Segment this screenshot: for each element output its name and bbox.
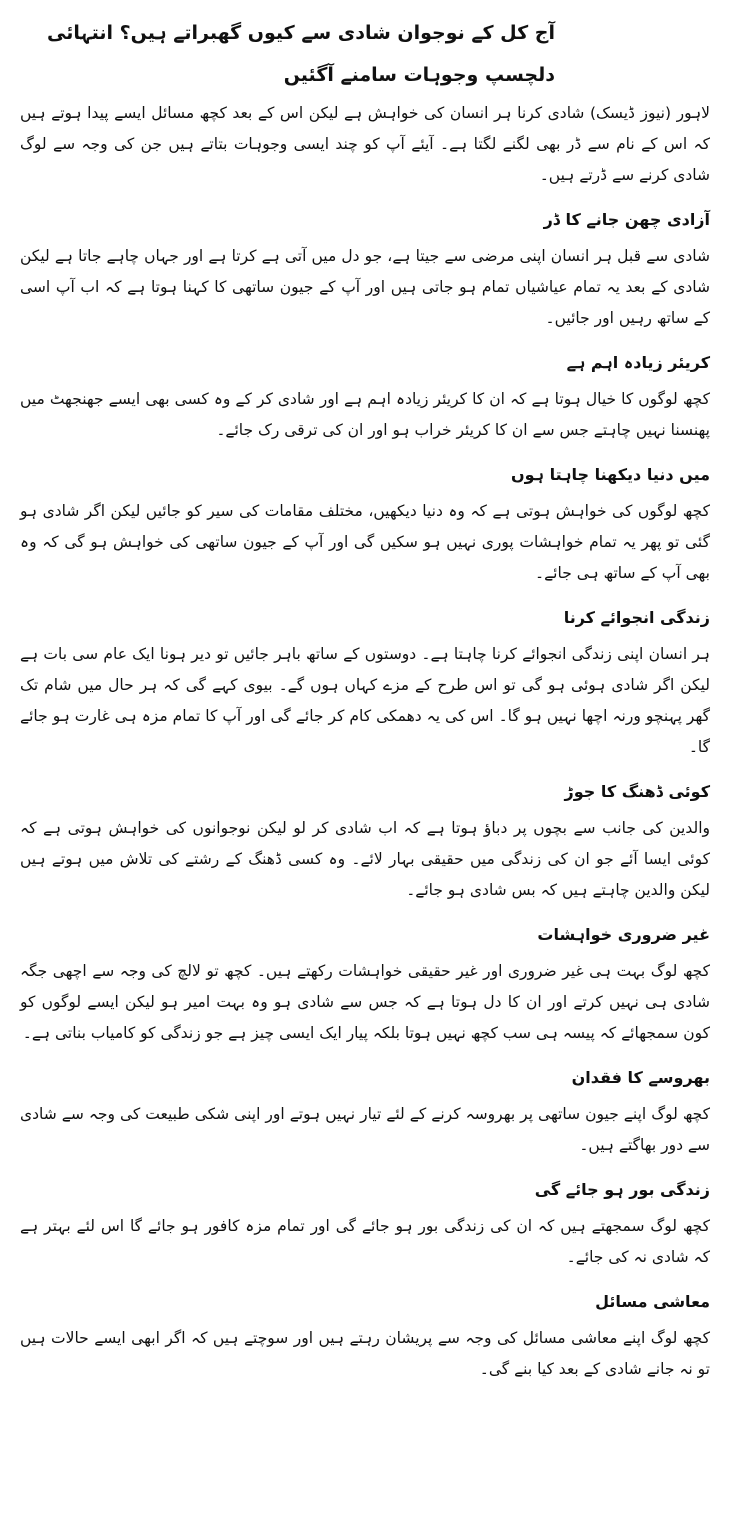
section-body-desires: کچھ لوگ بہت ہی غیر ضروری اور غیر حقیقی خواہشات رکھتے ہیں۔ کچھ تو لالچ کی وجہ سے اچھی جگہ شادی ہی نہیں کرتے اور ان کا دل ہوتا ہے کہ جس سے شادی ہو وہ بہت امیر ہو لیکن ایسے لوگوں کو کون سمجھائے کہ پیسہ ہی سب کچھ نہیں ہوتا بلکہ پیار ایک ایسی چیز ہے جو زندگی کو کامیاب بناتی ہے۔ <box>20 962 710 1042</box>
article-headline: آج کل کے نوجوان شادی سے کیوں گھبراتے ہیں؟ انتہائی دلچسپ وجوہات سامنے آگئیں <box>46 22 555 86</box>
section-heading-match: کوئی ڈھنگ کا جوڑ <box>564 782 710 801</box>
section-heading-freedom: آزادی چھن جانے کا ڈر <box>543 210 710 229</box>
section-body-travel: کچھ لوگوں کی خواہش ہوتی ہے کہ وہ دنیا دیکھیں، مختلف مقامات کی سیر کو جائیں لیکن اگر شادی ہو گئی تو پھر یہ تمام خواہشات پوری نہیں ہو سکیں گی اور آپ کے جیون ساتھی کی خواہش ہو گی کہ وہ بھی آپ کے ساتھ ہی جائے۔ <box>20 502 710 582</box>
section-body-career: کچھ لوگوں کا خیال ہوتا ہے کہ ان کا کریئر زیادہ اہم ہے اور شادی کر کے وہ کسی بھی ایسے جھنجھٹ میں پھنسنا نہیں چاہتے جس سے ان کا کریئر خراب ہو اور ان کی ترقی رک جائے۔ <box>20 390 710 439</box>
section-heading-trust: بھروسے کا فقدان <box>571 1068 710 1087</box>
section-body-trust: کچھ لوگ اپنے جیون ساتھی پر بھروسہ کرنے کے لئے تیار نہیں ہوتے اور اپنی شکی طبیعت کی وجہ سے شادی سے دور بھاگتے ہیں۔ <box>20 1105 710 1154</box>
section-body-economic: کچھ لوگ اپنے معاشی مسائل کی وجہ سے پریشان رہتے ہیں اور سوچتے ہیں کہ اگر ابھی ایسے حالات ہیں تو نہ جانے شادی کے بعد کیا بنے گی۔ <box>20 1329 710 1378</box>
intro-paragraph: لاہور (نیوز ڈیسک) شادی کرنا ہر انسان کی خواہش ہے لیکن اس کے بعد کچھ مسائل ایسے پیدا ہوتے ہیں کہ اس کے نام سے ڈر بھی لگنے لگتا ہے۔ آیئے آپ کو چند ایسی وجوہات بتاتے ہیں جن کی وجہ سے لوگ شادی کرنے سے ڈرتے ہیں۔ <box>20 104 710 184</box>
section-heading-enjoy: زندگی انجوائے کرنا <box>563 608 710 627</box>
section-heading-bored: زندگی بور ہو جائے گی <box>534 1180 710 1199</box>
section-body-freedom: شادی سے قبل ہر انسان اپنی مرضی سے جیتا ہے، جو دل میں آتی ہے کرتا ہے اور جہاں چاہے جاتا ہے لیکن شادی کے بعد یہ تمام عیاشیاں تمام ہو جاتی ہیں اور آپ کے جیون ساتھی کا کہنا ہوتا ہے کہ اب آپ اسی کے ساتھ رہیں اور جائیں۔ <box>20 247 710 327</box>
section-heading-travel: میں دنیا دیکھنا چاہتا ہوں <box>510 465 710 484</box>
section-heading-career: کریئر زیادہ اہم ہے <box>566 353 710 372</box>
section-heading-economic: معاشی مسائل <box>595 1292 710 1311</box>
section-body-enjoy: ہر انسان اپنی زندگی انجوائے کرنا چاہتا ہے۔ دوستوں کے ساتھ باہر جائیں تو دیر ہونا ایک عام سی بات ہے لیکن اگر شادی ہوئی ہو گی تو اس طرح کے مزے کہاں ہوں گے۔ بیوی کہے گی کہ ہر حال میں شام تک گھر پہنچو ورنہ اچھا نہیں ہو گا۔ اس کی یہ دھمکی کام کر جائے گی اور آپ کا تمام مزہ ہی غارت ہو جائے گا۔ <box>20 645 710 756</box>
section-body-match: والدین کی جانب سے بچوں پر دباؤ ہوتا ہے کہ اب شادی کر لو لیکن نوجوانوں کی خواہش ہوتی ہے کہ کوئی ایسا آئے جو ان کی زندگی میں حقیقی بہار لائے۔ وہ کسی ڈھنگ کے رشتے کی تلاش میں ہوتے ہیں لیکن والدین چاہتے ہیں کہ بس شادی ہو جائے۔ <box>20 819 710 899</box>
section-body-bored: کچھ لوگ سمجھتے ہیں کہ ان کی زندگی بور ہو جائے گی اور تمام مزہ کافور ہو جائے گا اس لئے بہتر ہے کہ شادی نہ کی جائے۔ <box>20 1217 710 1266</box>
section-heading-desires: غیر ضروری خواہشات <box>537 925 710 944</box>
